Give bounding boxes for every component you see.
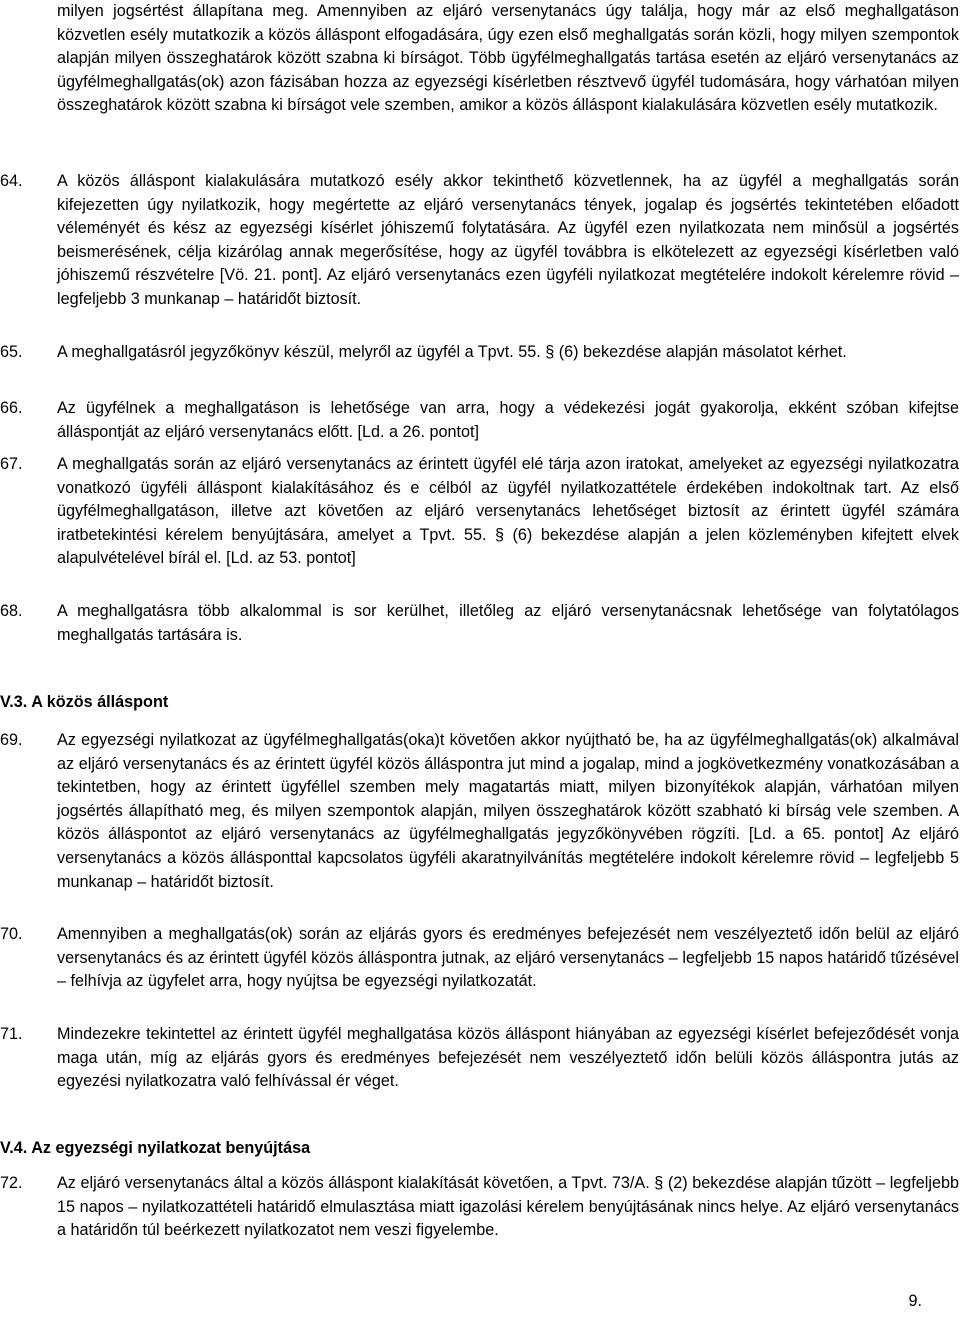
paragraph-text: Az ügyfélnek a meghallgatáson is lehetősége van arra, hogy a védekezési jogát gyakorolja, ekként szóban kifejtse álláspontját az eljáró versenytanács előtt. [Ld. a 26. pontot]	[57, 399, 959, 441]
paragraph-number: 68.	[0, 602, 23, 620]
paragraph-text: Mindezekre tekintettel az érintett ügyfél meghallgatása közös álláspont hiányában az egyezségi kísérlet befejeződését vonja maga után, míg az eljárás gyors és eredményes befejezését nem veszélyeztető időn belüli közös álláspontra jutás az egyezési nyilatkozatra való felhívással ér véget.	[57, 1025, 959, 1091]
paragraph-number: 64.	[0, 172, 23, 190]
paragraph-number: 71.	[0, 1025, 23, 1043]
intro-paragraph: milyen jogsértést állapítana meg. Amennyiben az eljáró versenytanács úgy találja, hogy már az első meghallgatáson közvetlen esély mutatkozik a közös álláspont elfogadására, úgy ezen első meghallgatás során közli, hogy milyen szempontok alapján milyen összeghatárok között szabna ki bírságot. Több ügyfélmeghallgatás tartása esetén az eljáró versenytanács az ügyfélmeghallgatás(ok) azon fázisában hozza az egyezségi kísérletben résztvevő ügyfél tudomására, hogy várhatóan milyen összeghatárok között szabna ki bírságot vele szemben, amikor a közös álláspont kialakulására közvetlen esély mutatkozik.	[57, 2, 959, 115]
paragraph-text: Az eljáró versenytanács által a közös álláspont kialakítását követően, a Tpvt. 73/A. § (2) bekezdése alapján tűzött – legfeljebb 15 napos – nyilatkozattételi határidő elmulasztása miatt igazolási kérelem benyújtásának nincs helye. Az eljáró versenytanács a határidőn túl beérkezett nyilatkozatot nem veszi figyelembe.	[57, 1174, 959, 1240]
section-heading: V.4. Az egyezségi nyilatkozat benyújtása	[0, 1139, 311, 1157]
paragraph-text: A meghallgatásra több alkalommal is sor kerülhet, illetőleg az eljáró versenytanácsnak lehetősége van folytatólagos meghallgatás tartására is.	[57, 602, 959, 644]
paragraph-number: 66.	[0, 399, 23, 417]
section-heading: V.3. A közös álláspont	[0, 693, 169, 711]
paragraph-text: Amennyiben a meghallgatás(ok) során az eljárás gyors és eredményes befejezését nem veszélyeztető időn belül az eljáró versenytanács és az érintett ügyfél közös álláspontra jutnak, az eljáró versenytanács – legfeljebb 15 napos határidő tűzésével – felhívja az ügyfelet arra, hogy nyújtsa be egyezségi nyilatkozatát.	[57, 925, 959, 991]
paragraph-text: A meghallgatásról jegyzőkönyv készül, melyről az ügyfél a Tpvt. 55. § (6) bekezdése alapján másolatot kérhet.	[57, 343, 847, 361]
paragraph-number: 72.	[0, 1174, 23, 1192]
paragraph-text: A közös álláspont kialakulására mutatkozó esély akkor tekinthető közvetlennek, ha az ügyfél a meghallgatás során kifejezetten úgy nyilatkozik, hogy megértette az eljáró versenytanács tények, jogalap és jogsértés tekintetében előadott véleményét és kész az egyezségi kísérlet jóhiszemű folytatására. Az ügyfél ezen nyilatkozata nem minősül a jogsértés beismerésének, célja kizárólag annak megerősítése, hogy az ügyfél továbbra is elkötelezett az egyezségi kísérletben való jóhiszemű részvételre [Vö. 21. pont]. Az eljáró versenytanács ezen ügyféli nyilatkozat megtételére indokolt kérelemre rövid – legfeljebb 3 munkanap – határidőt biztosít.	[57, 172, 959, 308]
paragraph-text: A meghallgatás során az eljáró versenytanács az érintett ügyfél elé tárja azon iratokat, amelyeket az egyezségi nyilatkozatra vonatkozó ügyféli álláspont kialakításához és e célból az ügyfél nyilatkozattétele érdekében indokoltnak tart. Az első ügyfélmeghallgatáson, illetve azt követően az eljáró versenytanács lehetőséget biztosít az érintett ügyfél számára iratbetekintési kérelem benyújtására, amelyet a Tpvt. 55. § (6) bekezdése alapján a jelen közleményben kifejtett elvek alapulvételével bírál el. [Ld. az 53. pontot]	[57, 455, 959, 568]
paragraph-number: 70.	[0, 925, 23, 943]
paragraph-number: 65.	[0, 343, 23, 361]
page-number: 9.	[908, 1292, 922, 1310]
paragraph-number: 69.	[0, 731, 23, 749]
paragraph-text: Az egyezségi nyilatkozat az ügyfélmeghallgatás(oka)t követően akkor nyújtható be, ha az ügyfélmeghallgatás(ok) alkalmával az eljáró versenytanács és az érintett ügyfél közös álláspontra jut mind a jogalap, mind a jogkövetkezmény vonatkozásában a tekintetben, hogy az érintett ügyféllel szemben mely magatartás miatt, milyen bizonyítékok alapján, várhatóan milyen jogsértés állapítható meg, és milyen szempontok alapján, milyen összeghatárok között szabható ki bírság vele szemben. A közös álláspontot az eljáró versenytanács az ügyfélmeghallgatás jegyzőkönyvében rögzíti. [Ld. a 65. pontot] Az eljáró versenytanács a közös állásponttal kapcsolatos ügyféli akaratnyilvánítás megtételére indokolt kérelemre rövid – legfeljebb 5 munkanap – határidőt biztosít.	[57, 731, 959, 891]
paragraph-number: 67.	[0, 455, 23, 473]
